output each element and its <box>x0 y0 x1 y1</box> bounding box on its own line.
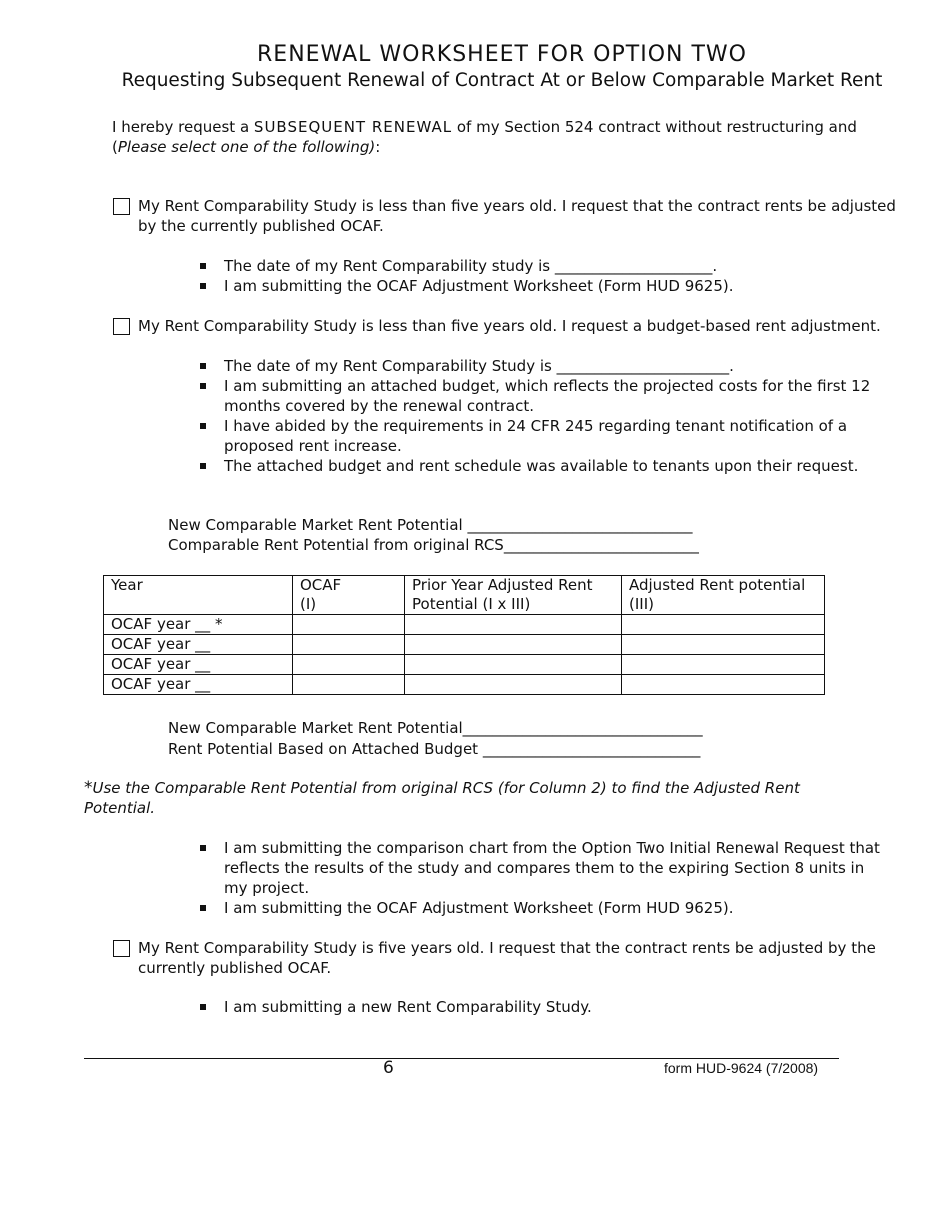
option1-bullet-list <box>200 256 880 296</box>
table-cell[interactable] <box>293 635 405 655</box>
table-cell[interactable] <box>405 655 622 675</box>
list-item: I am submitting an attached budget, which reflects the projected costs for the first 12 months covered by the renewal contract. <box>200 376 880 416</box>
table-cell: OCAF year __ <box>104 655 293 675</box>
table-cell[interactable] <box>293 615 405 635</box>
page-subtitle: Requesting Subsequent Renewal of Contract At or Below Comparable Market Rent <box>121 70 883 91</box>
table-cell[interactable] <box>293 655 405 675</box>
page-title: RENEWAL WORKSHEET FOR OPTION TWO <box>257 42 747 67</box>
table-cell: OCAF year __ <box>104 635 293 655</box>
list-item: I have abided by the requirements in 24 CFR 245 regarding tenant notification of a proposed rent increase. <box>200 416 880 456</box>
table-header: Adjusted Rent potential (III) <box>622 576 825 615</box>
table-cell[interactable] <box>293 675 405 695</box>
table-cell[interactable] <box>405 635 622 655</box>
budget-rent-line[interactable]: Rent Potential Based on Attached Budget _____________________________ <box>168 740 701 758</box>
rcs-rent-line[interactable]: Comparable Rent Potential from original RCS__________________________ <box>168 536 699 554</box>
table-row <box>104 655 825 675</box>
list-item: I am submitting the OCAF Adjustment Worksheet (Form HUD 9625). <box>200 898 880 918</box>
footer-divider <box>84 1058 839 1059</box>
ocaf-table <box>103 575 825 695</box>
option2-checkbox[interactable] <box>113 318 130 335</box>
intro-paragraph: I hereby request a SUBSEQUENT RENEWAL of my Section 524 contract without restructuring and (Please select one of the following): <box>112 118 857 156</box>
list-item: The date of my Rent Comparability study is _____________________. <box>200 256 880 276</box>
table-cell[interactable] <box>405 615 622 635</box>
table-row <box>104 675 825 695</box>
market-rent-line[interactable]: New Comparable Market Rent Potential ______________________________ <box>168 516 693 534</box>
table-row <box>104 635 825 655</box>
option3-checkbox[interactable] <box>113 940 130 957</box>
page-number: 6 <box>383 1058 394 1078</box>
list-item: The date of my Rent Comparability Study is _______________________. <box>200 356 880 376</box>
table-cell: OCAF year __ * <box>104 615 293 635</box>
table-cell[interactable] <box>622 655 825 675</box>
table-header: Year <box>104 576 293 615</box>
form-identifier: form HUD-9624 (7/2008) <box>664 1060 819 1076</box>
table-header: Prior Year Adjusted Rent Potential (I x III) <box>405 576 622 615</box>
table-cell[interactable] <box>622 635 825 655</box>
table-cell[interactable] <box>622 615 825 635</box>
option2-bullet-list-2 <box>200 838 880 918</box>
list-item: I am submitting the comparison chart from the Option Two Initial Renewal Request that reflects the results of the study and compares them to the expiring Section 8 units in my project. <box>200 838 880 898</box>
table-cell[interactable] <box>405 675 622 695</box>
table-cell: OCAF year __ <box>104 675 293 695</box>
option3-text: My Rent Comparability Study is five years old. I request that the contract rents be adjusted by the currently published OCAF. <box>138 939 876 977</box>
option2-text: My Rent Comparability Study is less than five years old. I request a budget-based rent adjustment. <box>138 317 881 335</box>
option1-text: My Rent Comparability Study is less than five years old. I request that the contract rents be adjusted by the currently published OCAF. <box>138 197 896 235</box>
table-cell[interactable] <box>622 675 825 695</box>
option3-bullet-list <box>200 997 880 1017</box>
table-row <box>104 615 825 635</box>
option2-bullet-list <box>200 356 880 476</box>
list-item: The attached budget and rent schedule was available to tenants upon their request. <box>200 456 880 476</box>
option1-checkbox[interactable] <box>113 198 130 215</box>
list-item: I am submitting a new Rent Comparability Study. <box>200 997 880 1017</box>
table-header: OCAF (I) <box>293 576 405 615</box>
list-item: I am submitting the OCAF Adjustment Worksheet (Form HUD 9625). <box>200 276 880 296</box>
table-footnote: *Use the Comparable Rent Potential from original RCS (for Column 2) to find the Adjusted Rent Potential. <box>84 778 800 817</box>
market-rent-line-2[interactable]: New Comparable Market Rent Potential________________________________ <box>168 719 703 737</box>
